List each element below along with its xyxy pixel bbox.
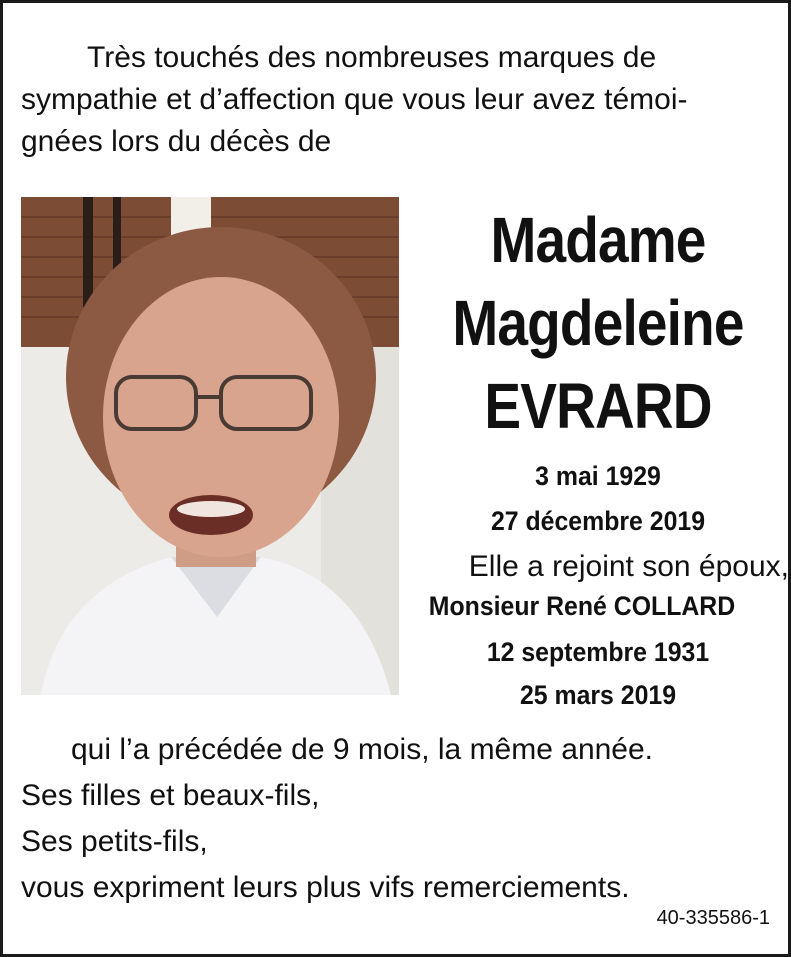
deceased-last-name: EVRARD	[484, 370, 712, 442]
spouse-name: Monsieur René COLLARD	[428, 591, 736, 621]
deceased-name	[434, 199, 763, 448]
closing-line-2: Ses filles et beaux-fils,	[21, 779, 320, 812]
closing-line-1: qui l’a précédée de 9 mois, la même année.	[71, 733, 654, 766]
deceased-birth-date: 3 mai 1929	[535, 461, 661, 491]
intro-line-2: sympathie et d’affection que vous leur avez témoi-	[21, 83, 688, 116]
spouse-intro: Elle a rejoint son époux,	[468, 550, 789, 583]
portrait-photo	[21, 197, 399, 695]
spouse-death-date: 25 mars 2019	[519, 680, 677, 710]
deceased-first-name: Magdeleine	[452, 287, 744, 359]
closing-line-4: vous expriment leurs plus vifs remerciements.	[21, 871, 630, 904]
closing-text	[21, 727, 781, 911]
reference-number: 40-335586-1	[656, 907, 770, 929]
deceased-death-date: 27 décembre 2019	[490, 506, 706, 536]
intro-line-3: gnées lors du décès de	[21, 125, 332, 158]
intro-line-1: Très touchés des nombreuses marques de	[87, 41, 657, 74]
deceased-title: Madame	[490, 204, 706, 276]
spouse-birth-date: 12 septembre 1931	[486, 637, 710, 667]
intro-text	[21, 37, 775, 163]
closing-line-3: Ses petits-fils,	[21, 825, 208, 858]
